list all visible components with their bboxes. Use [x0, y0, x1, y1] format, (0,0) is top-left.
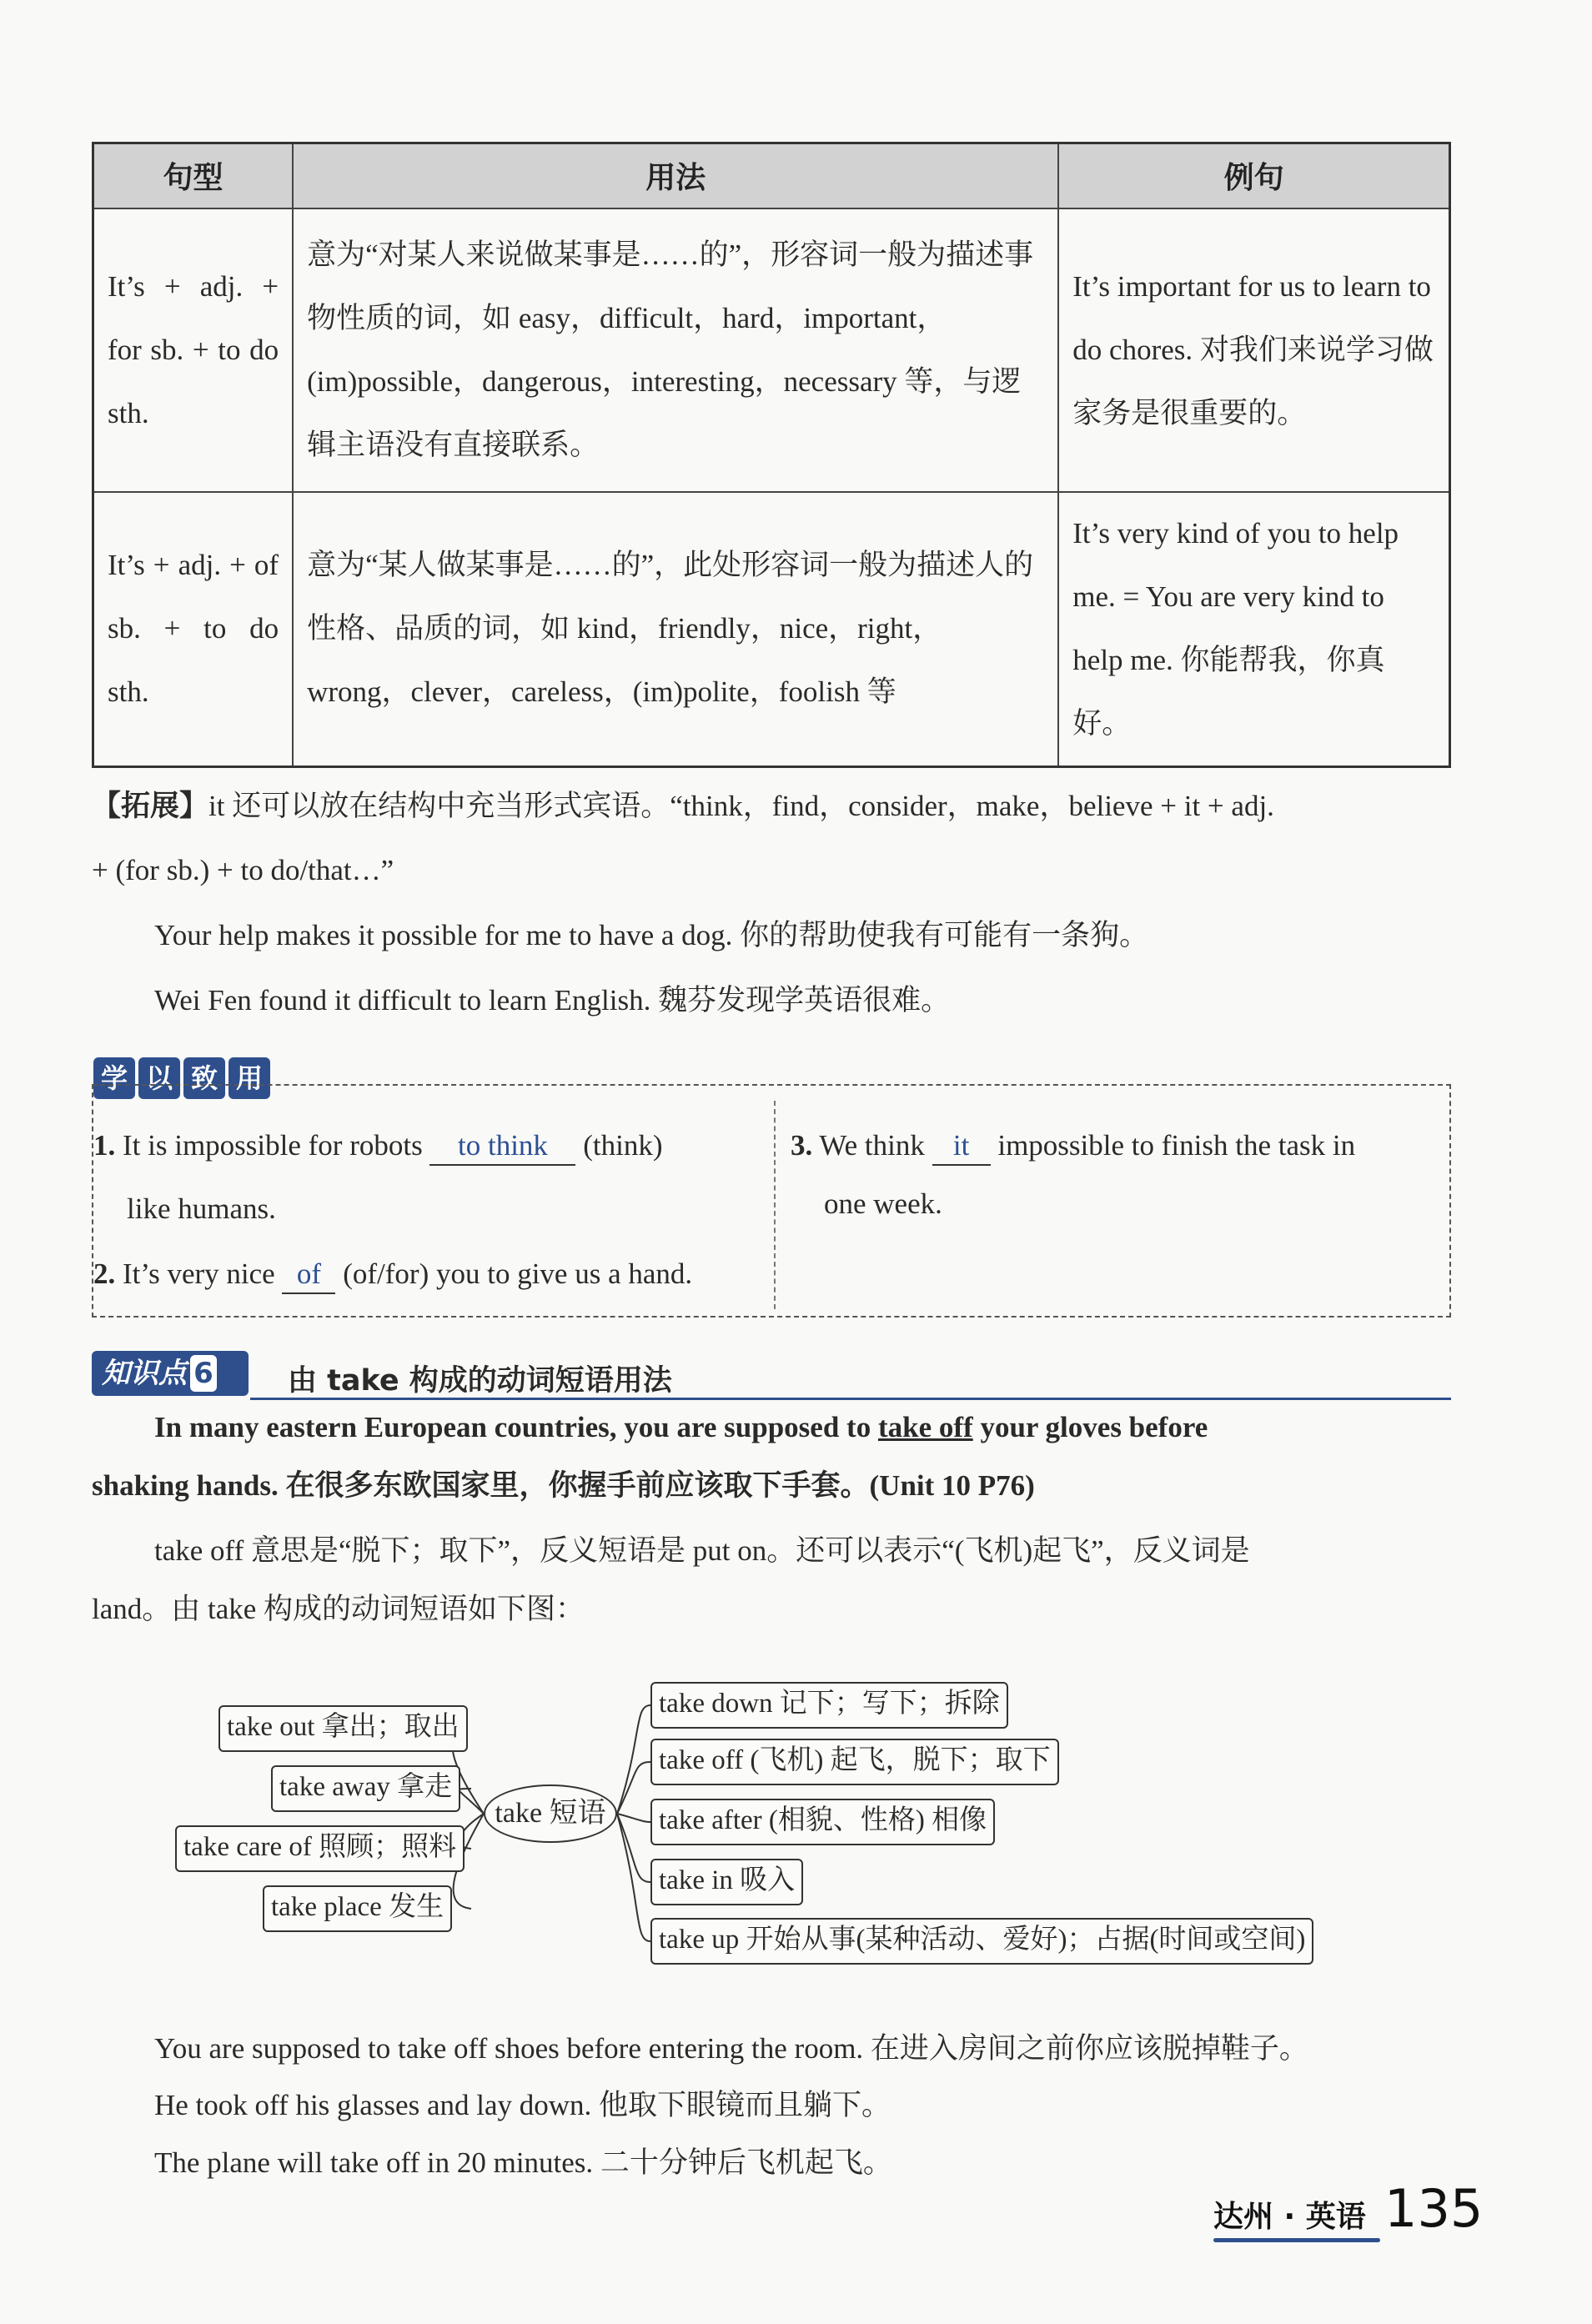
footer-underline [1213, 2238, 1380, 2242]
pattern-cell: It’s + adj. + for sb. + to do sth. [93, 208, 294, 492]
mind-map-center: take 短语 [484, 1784, 617, 1843]
key-sentence-line-1: In many eastern European countries, you are supposed to take off your gloves before [154, 1411, 1208, 1443]
header-example: 例句 [1058, 143, 1449, 208]
explanation-line-1: take off 意思是“脱下；取下”，反义短语是 put on。还可以表示“(飞机)起飞”，反义词是 [154, 1534, 1250, 1567]
question-2: 2. It’s very nice of (of/for) you to give us a hand. [93, 1256, 692, 1294]
mind-map-node: take place 发生 [263, 1885, 452, 1932]
extension-example-1: Your help makes it possible for me to have a dog. 你的帮助使我有可能有一条狗。 [154, 919, 1149, 951]
take-phrase-mind-map [167, 1664, 1418, 1997]
pattern-cell: It’s + adj. + of sb. + to do sth. [93, 492, 294, 767]
title-underline [250, 1398, 1451, 1400]
question-1-cont: like humans. [127, 1192, 276, 1225]
mind-map-node: take up 开始从事(某种活动、爱好)；占据(时间或空间) [650, 1918, 1313, 1965]
mind-map-node: take down 记下；写下；拆除 [650, 1682, 1008, 1729]
extension-line-1: 【拓展】it 还可以放在结构中充当形式宾语。“think，find，consider，make，believe + it + adj. [92, 790, 1274, 823]
example-sentence: The plane will take off in 20 minutes. 二十分钟后飞机起飞。 [154, 2146, 892, 2179]
key-sentence-line-2: shaking hands. 在很多东欧国家里，你握手前应该取下手套。(Unit 10 P76) [92, 1469, 1035, 1502]
knowledge-point-number: 6 [190, 1355, 217, 1392]
page-number: 135 [1384, 2178, 1484, 2239]
explanation-line-2: land。由 take 构成的动词短语如下图： [92, 1593, 585, 1625]
example-sentence: You are supposed to take off shoes before entering the room. 在进入房间之前你应该脱掉鞋子。 [154, 2032, 1308, 2065]
table-row [93, 208, 1450, 492]
extension-line-2: + (for sb.) + to do/that…” [92, 854, 394, 886]
mind-map-node: take out 拿出；取出 [218, 1705, 468, 1752]
mind-map-node: take in 吸入 [650, 1859, 803, 1905]
example-cell: It’s very kind of you to help me. = You are very kind to help me. 你能帮我，你真好。 [1058, 492, 1449, 767]
answer-blank[interactable]: to think [429, 1127, 575, 1166]
grammar-table [92, 142, 1451, 768]
usage-cell: 意为“对某人来说做某事是……的”，形容词一般为描述事物性质的词，如 easy，difficult，hard，important，(im)possible，dangerous，interesting，necessary 等，与逻辑主语没有直接联系。 [293, 208, 1058, 492]
header-pattern: 句型 [93, 143, 294, 208]
knowledge-point-title: 由 take 构成的动词短语用法 [288, 1364, 672, 1398]
practice-divider [774, 1101, 776, 1309]
table-row [93, 492, 1450, 767]
answer-blank[interactable]: of [282, 1256, 335, 1294]
answer-blank[interactable]: it [932, 1127, 991, 1166]
footer-label: 达州 · 英语 [1213, 2200, 1366, 2234]
knowledge-point-badge: 知识点 6 [92, 1351, 249, 1396]
mind-map-node: take away 拿走 [271, 1765, 460, 1812]
mind-map-node: take after (相貌、性格) 相像 [650, 1799, 995, 1845]
usage-cell: 意为“某人做某事是……的”，此处形容词一般为描述人的性格、品质的词，如 kind，friendly，nice，right，wrong，clever，careless，(im)polite，foolish 等 [293, 492, 1058, 767]
example-cell: It’s important for us to learn to do chores. 对我们来说学习做家务是很重要的。 [1058, 208, 1449, 492]
example-sentence: He took off his glasses and lay down. 他取下眼镜而且躺下。 [154, 2089, 891, 2121]
header-usage: 用法 [293, 143, 1058, 208]
question-3-cont: one week. [824, 1187, 942, 1220]
question-3: 3. We think it impossible to finish the task in [791, 1127, 1355, 1166]
key-phrase: take off [877, 1411, 973, 1443]
question-1: 1. It is impossible for robots to think (think) [93, 1127, 662, 1166]
mind-map-node: take off (飞机) 起飞，脱下；取下 [650, 1739, 1059, 1785]
extension-label: 【拓展】 [92, 790, 209, 823]
extension-example-2: Wei Fen found it difficult to learn English. 魏芬发现学英语很难。 [154, 984, 951, 1016]
mind-map-node: take care of 照顾；照料 [175, 1825, 465, 1872]
practice-badge: 学 以 致 用 [93, 1057, 270, 1099]
